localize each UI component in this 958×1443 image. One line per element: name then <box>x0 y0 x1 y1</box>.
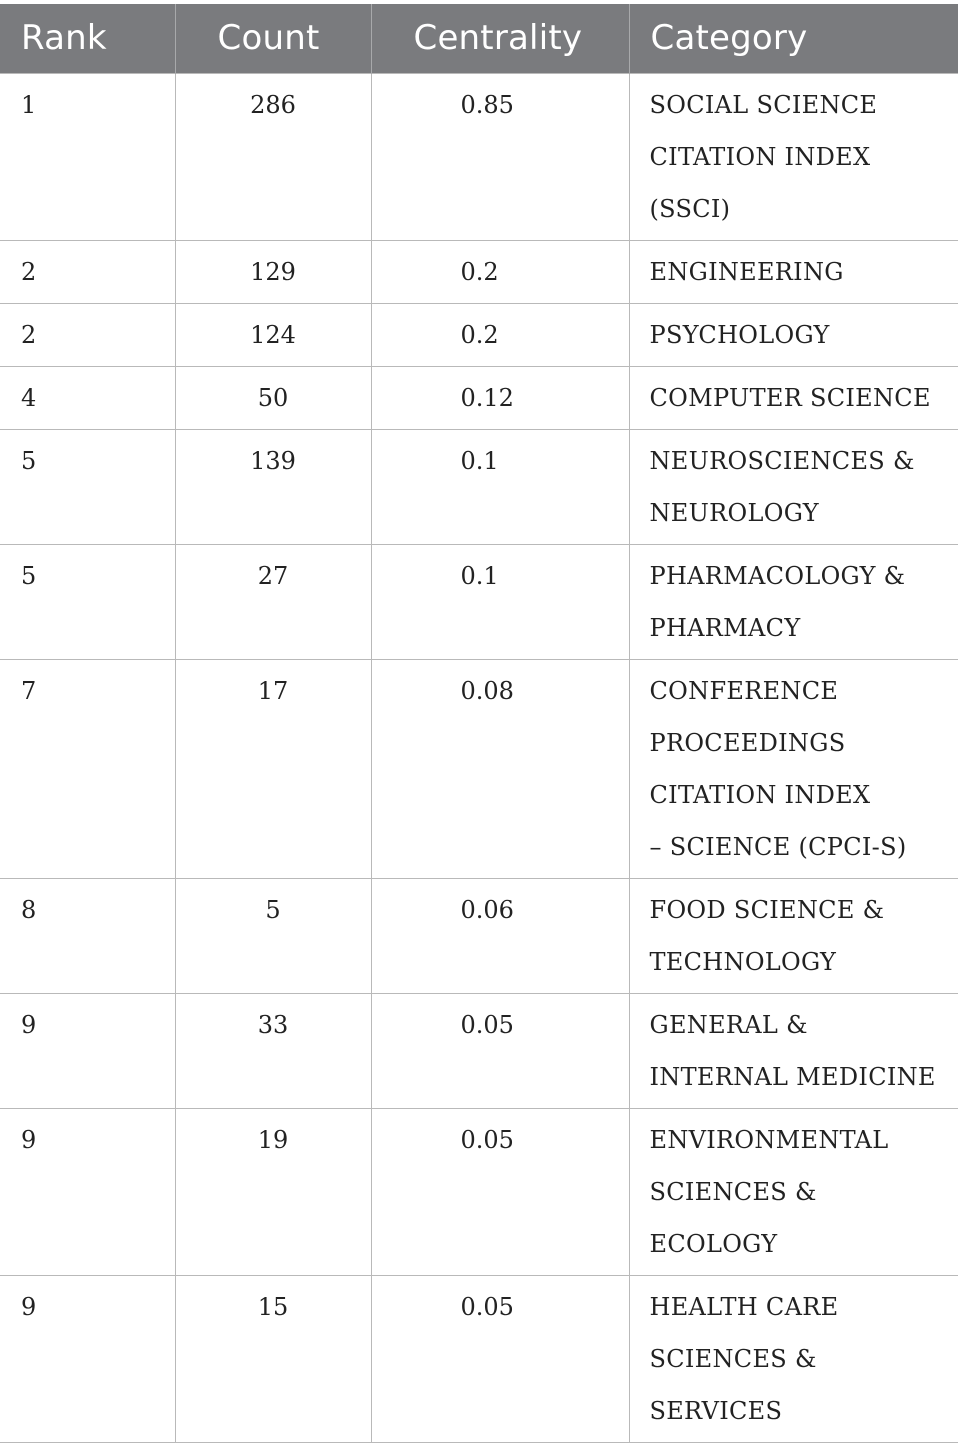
count-cell: 19 <box>175 1108 371 1275</box>
category-cell <box>629 366 958 429</box>
count-cell: 50 <box>175 366 371 429</box>
centrality-cell: 0.2 <box>371 303 629 366</box>
category-line: NEUROLOGY <box>649 498 819 527</box>
category-cell <box>629 303 958 366</box>
rank-cell: 9 <box>0 1108 175 1275</box>
category-line: COMPUTER SCIENCE <box>649 383 931 412</box>
header-rank[interactable]: Rank <box>0 4 175 73</box>
category-cell <box>629 878 958 993</box>
category-line: ENVIRONMENTAL <box>649 1125 889 1154</box>
rank-cell: 8 <box>0 878 175 993</box>
category-cell <box>629 993 958 1108</box>
table-row <box>0 544 958 659</box>
category-line: SCIENCES & <box>649 1177 817 1206</box>
centrality-cell: 0.05 <box>371 1108 629 1275</box>
category-line: – SCIENCE (CPCI-S) <box>649 832 907 861</box>
centrality-cell: 0.1 <box>371 429 629 544</box>
centrality-cell: 0.12 <box>371 366 629 429</box>
rank-cell: 4 <box>0 366 175 429</box>
category-line: PROCEEDINGS <box>649 728 846 757</box>
rank-cell: 7 <box>0 659 175 878</box>
table-row <box>0 73 958 240</box>
rank-cell: 9 <box>0 993 175 1108</box>
category-line: CONFERENCE <box>649 676 839 705</box>
category-line: (SSCI) <box>649 194 731 223</box>
category-cell <box>629 659 958 878</box>
category-line: NEUROSCIENCES & <box>649 446 915 475</box>
category-line: PHARMACY <box>649 613 801 642</box>
centrality-cell: 0.06 <box>371 878 629 993</box>
category-cell <box>629 544 958 659</box>
centrality-cell: 0.08 <box>371 659 629 878</box>
category-line: SOCIAL SCIENCE <box>649 90 878 119</box>
rank-cell: 5 <box>0 544 175 659</box>
table-row <box>0 366 958 429</box>
centrality-cell: 0.05 <box>371 993 629 1108</box>
category-line: ENGINEERING <box>649 257 844 286</box>
centrality-cell: 0.85 <box>371 73 629 240</box>
header-centrality[interactable]: Centrality <box>371 4 629 73</box>
count-cell: 286 <box>175 73 371 240</box>
category-line: SERVICES <box>649 1396 783 1425</box>
header-category[interactable]: Category <box>650 18 808 59</box>
count-cell: 124 <box>175 303 371 366</box>
table-row <box>0 878 958 993</box>
count-cell: 129 <box>175 240 371 303</box>
category-cell <box>629 1108 958 1275</box>
table-row <box>0 303 958 366</box>
count-cell: 17 <box>175 659 371 878</box>
category-line: SCIENCES & <box>649 1344 817 1373</box>
category-line: FOOD SCIENCE & <box>649 895 885 924</box>
centrality-cell: 0.05 <box>371 1275 629 1442</box>
table-body <box>0 73 958 1442</box>
count-cell: 139 <box>175 429 371 544</box>
count-cell: 5 <box>175 878 371 993</box>
centrality-cell: 0.1 <box>371 544 629 659</box>
category-line: INTERNAL MEDICINE <box>649 1062 936 1091</box>
category-line: ECOLOGY <box>649 1229 778 1258</box>
category-cell <box>629 429 958 544</box>
rank-cell: 2 <box>0 240 175 303</box>
table-row <box>0 1108 958 1275</box>
category-cell <box>629 1275 958 1442</box>
rank-cell: 2 <box>0 303 175 366</box>
table-row <box>0 429 958 544</box>
category-table <box>0 4 958 1443</box>
rank-cell: 9 <box>0 1275 175 1442</box>
count-cell: 33 <box>175 993 371 1108</box>
table-row <box>0 240 958 303</box>
table-row <box>0 993 958 1108</box>
category-line: TECHNOLOGY <box>649 947 837 976</box>
count-cell: 15 <box>175 1275 371 1442</box>
rank-cell: 1 <box>0 73 175 240</box>
category-cell <box>629 240 958 303</box>
table-row <box>0 659 958 878</box>
category-line: GENERAL & <box>649 1010 808 1039</box>
category-line: CITATION INDEX <box>649 142 871 171</box>
category-line: PSYCHOLOGY <box>649 320 830 349</box>
table-header <box>0 4 958 73</box>
category-line: HEALTH CARE <box>649 1292 839 1321</box>
count-cell: 27 <box>175 544 371 659</box>
rank-cell: 5 <box>0 429 175 544</box>
header-row <box>0 4 958 73</box>
centrality-cell: 0.2 <box>371 240 629 303</box>
category-line: PHARMACOLOGY & <box>649 561 906 590</box>
category-line: CITATION INDEX <box>649 780 871 809</box>
category-cell <box>629 73 958 240</box>
table-row <box>0 1275 958 1442</box>
header-count[interactable]: Count <box>175 4 371 73</box>
